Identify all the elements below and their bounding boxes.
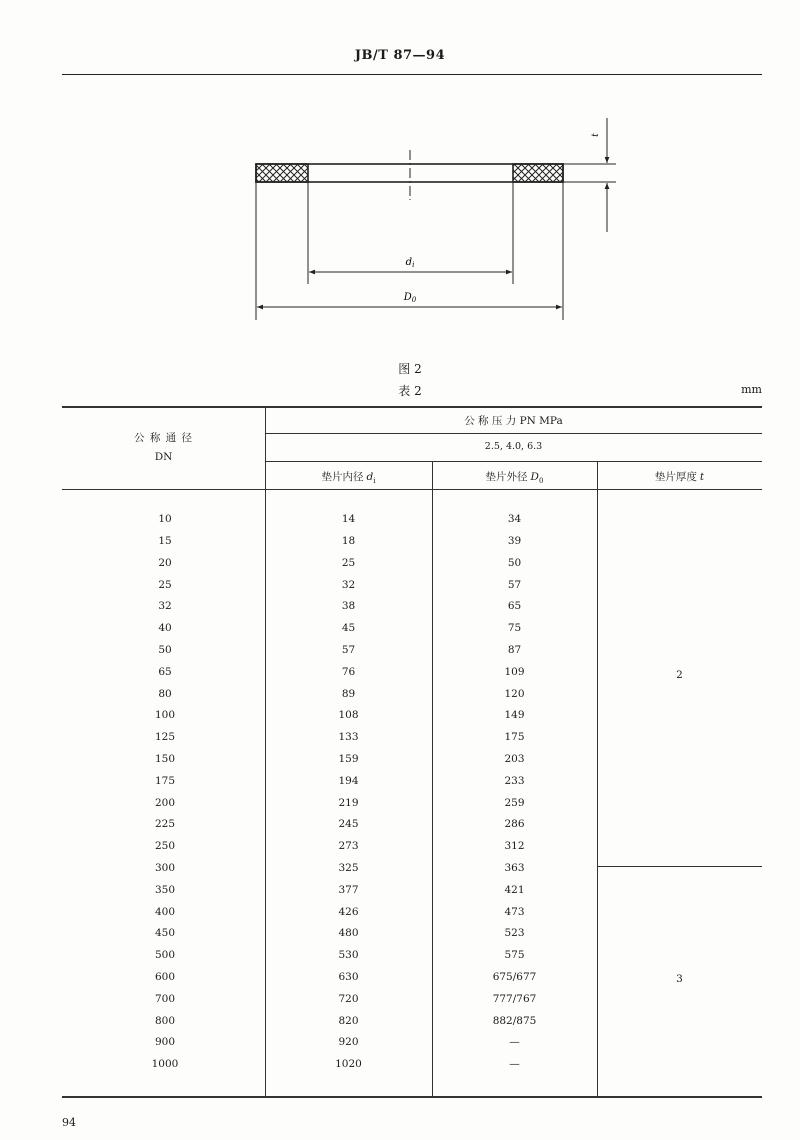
inner-diameter-header: 垫片内径 $d_i$ <box>321 471 376 486</box>
table-row <box>62 575 597 597</box>
table-row <box>62 814 597 836</box>
nominal-diameter-cell: 32 <box>158 600 172 613</box>
table-row <box>62 596 597 618</box>
table-row <box>62 727 597 749</box>
nominal-diameter-cell: 1000 <box>151 1058 179 1071</box>
thickness-group-rule <box>597 866 762 867</box>
outer-diameter-cell: 575 <box>504 949 525 962</box>
extension-lines <box>256 164 616 320</box>
inner-diameter-cell: 325 <box>338 861 359 874</box>
inner-diameter-cell: 920 <box>338 1036 359 1049</box>
table-row <box>62 640 597 662</box>
thickness-value-2: 2 <box>676 669 683 681</box>
table-row <box>62 945 597 967</box>
table-row <box>62 1032 597 1054</box>
nominal-diameter-cell: 300 <box>154 861 176 874</box>
outer-diameter-cell: 675/677 <box>492 970 537 983</box>
nominal-diameter-cell: 80 <box>158 687 172 700</box>
inner-diameter-cell: 630 <box>338 970 359 983</box>
dn-header: 公 称 通 径 <box>133 432 193 444</box>
inner-diameter-cell: 820 <box>338 1014 359 1027</box>
thickness-label: t <box>591 133 601 137</box>
inner-diameter-cell: 377 <box>338 883 359 896</box>
table-row <box>62 836 597 858</box>
outer-diameter-cell: 233 <box>504 774 525 787</box>
table-row <box>62 662 597 684</box>
thickness-value-3: 3 <box>676 973 683 985</box>
nominal-diameter-cell: 40 <box>158 622 172 635</box>
inner-diameter-cell: 38 <box>341 600 356 613</box>
nominal-diameter-cell: 225 <box>154 818 176 831</box>
table-row <box>62 1054 597 1076</box>
outer-diameter-cell: 882/875 <box>492 1014 537 1027</box>
inner-diameter-cell: 194 <box>338 774 359 787</box>
outer-diameter-cell: 286 <box>504 818 525 831</box>
table-row <box>62 771 597 793</box>
nominal-diameter-cell: 100 <box>154 709 176 722</box>
inner-diameter-cell: 1020 <box>335 1058 362 1071</box>
outer-diameter-cell: 175 <box>504 731 525 744</box>
table-caption: 表 2 <box>398 384 422 398</box>
inner-diameter-cell: 273 <box>338 840 359 853</box>
inner-diameter-cell: 25 <box>341 556 356 569</box>
table-row <box>62 684 597 706</box>
outer-diameter-cell: 34 <box>507 513 522 526</box>
hatch-right <box>513 164 563 182</box>
inner-diameter-cell: 18 <box>341 534 356 547</box>
outer-diameter-cell: 109 <box>504 665 525 678</box>
outer-diameter-cell: — <box>509 1058 520 1071</box>
outer-diameter-cell: 50 <box>507 556 522 569</box>
outer-diameter-cell: 363 <box>504 861 525 874</box>
nominal-diameter-cell: 800 <box>154 1014 176 1027</box>
outer-diameter-cell: 421 <box>504 883 525 896</box>
outer-diameter-cell: 75 <box>507 622 522 635</box>
outer-diameter-cell: 57 <box>507 578 522 591</box>
inner-diameter-cell: 14 <box>341 513 356 526</box>
nominal-diameter-cell: 450 <box>154 927 176 940</box>
nominal-diameter-cell: 700 <box>154 992 176 1005</box>
table-unit: mm <box>741 383 762 396</box>
table-row <box>62 749 597 771</box>
pressure-values: 2.5, 4.0, 6.3 <box>484 441 543 452</box>
table-row <box>62 923 597 945</box>
nominal-diameter-cell: 350 <box>154 883 176 896</box>
figure-caption: 图 2 <box>398 362 422 376</box>
inner-diameter-cell: 133 <box>338 731 359 744</box>
outer-diameter-label: $D_0$ <box>403 292 417 304</box>
header-rule-2 <box>265 461 762 462</box>
outer-diameter-cell: 87 <box>507 643 522 656</box>
inner-diameter-cell: 57 <box>341 643 356 656</box>
nominal-diameter-cell: 20 <box>158 556 172 569</box>
header-rule-3 <box>62 489 762 490</box>
table-row <box>62 553 597 575</box>
outer-diameter-cell: 312 <box>504 840 525 853</box>
nominal-diameter-cell: 500 <box>154 949 176 962</box>
table-row <box>62 1011 597 1033</box>
nominal-diameter-cell: 65 <box>158 665 172 678</box>
inner-diameter-cell: 89 <box>341 687 356 700</box>
inner-diameter-cell: 32 <box>341 578 356 591</box>
header-rule-1 <box>265 433 762 434</box>
nominal-diameter-cell: 10 <box>158 513 172 526</box>
thickness-header: 垫片厚度 t <box>654 471 705 483</box>
inner-diameter-cell: 108 <box>338 709 359 722</box>
inner-diameter-label: $d_i$ <box>405 257 415 269</box>
nominal-diameter-cell: 900 <box>154 1036 176 1049</box>
inner-diameter-cell: 45 <box>341 622 356 635</box>
nominal-diameter-cell: 50 <box>158 643 172 656</box>
nominal-diameter-cell: 200 <box>154 796 176 809</box>
table-row <box>62 880 597 902</box>
inner-diameter-cell: 530 <box>338 949 359 962</box>
table-row <box>62 531 597 553</box>
outer-diameter-cell: — <box>509 1036 520 1049</box>
inner-diameter-cell: 245 <box>338 818 359 831</box>
outer-diameter-header: 垫片外径 $D_0$ <box>485 471 544 486</box>
inner-diameter-cell: 480 <box>338 927 359 940</box>
outer-diameter-cell: 473 <box>504 905 525 918</box>
standard-code-header: JB/T 87—94 <box>354 48 446 63</box>
nominal-diameter-cell: 600 <box>154 970 176 983</box>
inner-diameter-cell: 720 <box>338 992 359 1005</box>
hatch-left <box>256 164 308 182</box>
nominal-diameter-cell: 250 <box>154 840 176 853</box>
gasket-drawing <box>0 0 800 340</box>
table-row <box>62 967 597 989</box>
nominal-diameter-cell: 25 <box>158 578 172 591</box>
table-bottom-rule <box>62 1096 762 1098</box>
inner-diameter-cell: 426 <box>338 905 359 918</box>
outer-diameter-cell: 65 <box>507 600 522 613</box>
inner-diameter-cell: 159 <box>338 752 359 765</box>
pressure-header: 公 称 压 力 PN MPa <box>464 415 563 427</box>
nominal-diameter-cell: 175 <box>154 774 176 787</box>
outer-diameter-cell: 259 <box>504 796 525 809</box>
nominal-diameter-cell: 125 <box>154 731 176 744</box>
outer-diameter-cell: 39 <box>507 534 522 547</box>
page-number: 94 <box>62 1116 76 1129</box>
table-row <box>62 705 597 727</box>
inner-diameter-cell: 76 <box>341 665 356 678</box>
table-row <box>62 618 597 640</box>
outer-diameter-cell: 149 <box>504 709 525 722</box>
nominal-diameter-cell: 400 <box>154 905 176 918</box>
table-top-rule <box>62 406 762 408</box>
dn-code: DN <box>154 451 173 463</box>
table-row <box>62 858 597 880</box>
outer-diameter-cell: 523 <box>504 927 525 940</box>
table-row <box>62 902 597 924</box>
outer-diameter-cell: 120 <box>504 687 525 700</box>
table-row <box>62 989 597 1011</box>
table-row <box>62 793 597 815</box>
inner-diameter-cell: 219 <box>338 796 359 809</box>
nominal-diameter-cell: 150 <box>154 752 176 765</box>
outer-diameter-cell: 203 <box>504 752 525 765</box>
column-rule-3 <box>597 461 598 1098</box>
outer-diameter-cell: 777/767 <box>492 992 537 1005</box>
gasket-size-table <box>62 406 762 1098</box>
table-row <box>62 509 597 531</box>
nominal-diameter-cell: 15 <box>158 534 172 547</box>
